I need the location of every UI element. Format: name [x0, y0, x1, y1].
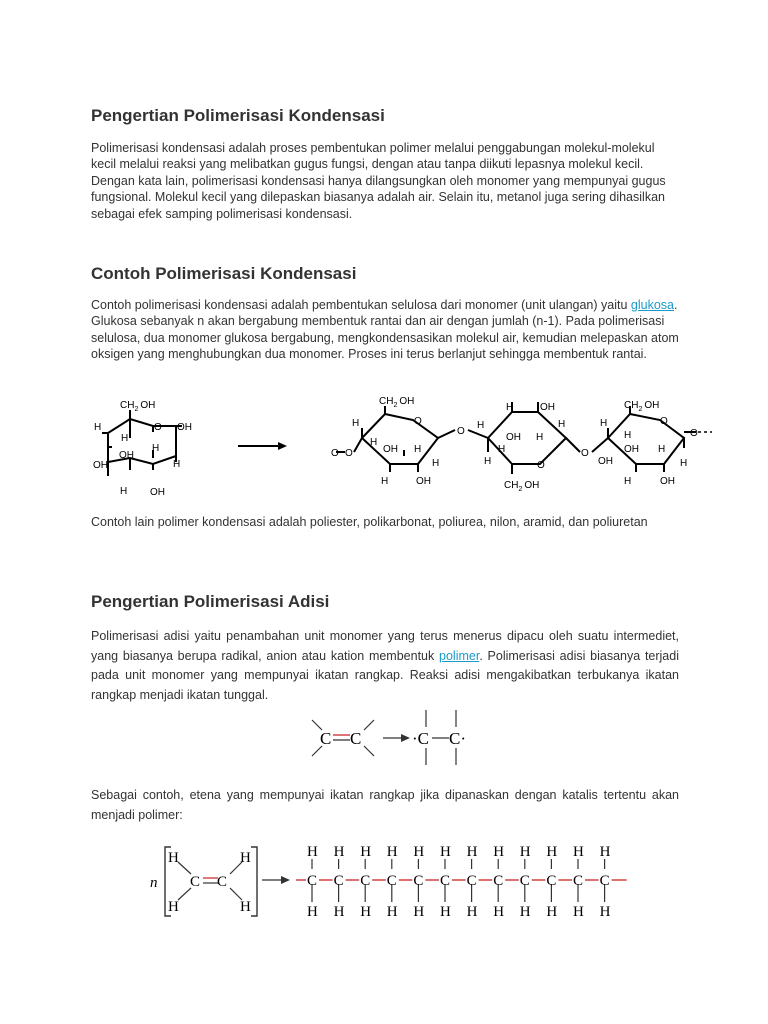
svg-text:OH: OH	[383, 444, 398, 455]
svg-text:H: H	[168, 899, 179, 915]
chain-hydrogen-bottom: H	[573, 904, 584, 920]
chain-hydrogen-top: H	[413, 844, 425, 860]
chain-hydrogen-top: H	[493, 844, 505, 860]
svg-text:CH2OH: $CH_2$ OH	[379, 396, 415, 409]
svg-text:H: H	[600, 418, 608, 429]
svg-text:H: H	[484, 456, 492, 467]
chain-hydrogen-top: H	[519, 844, 531, 860]
paragraph-adisi-text-1: Polimerisasi adisi yaitu penambahan unit monomer yang terus menerus dipacu oleh suatu intermediet, yang biasanya berupa radikal, anion atau kation membentuk	[91, 629, 679, 663]
svg-text:H: H	[370, 437, 378, 448]
svg-text:H: H	[173, 459, 181, 470]
chain-hydrogen-top: H	[386, 844, 398, 860]
svg-text:CH2OH: $CH_2$ OH	[504, 480, 540, 493]
svg-text:O: O	[690, 428, 698, 439]
svg-text:H: H	[477, 420, 485, 431]
paragraph-adisi-text-2: . Polimerisasi adisi biasanya terjadi pada unit monomer yang mempunyai ikatan rangkap. Reaksi adisi mengakibatkan terbukanya ikatan rangkap menjadi ikatan tunggal.	[91, 648, 679, 702]
chain-hydrogen-bottom: H	[493, 904, 505, 920]
svg-text:OH: OH	[93, 460, 108, 471]
svg-text:H: H	[168, 850, 179, 866]
chain-hydrogen-top: H	[573, 844, 584, 860]
svg-text:C: C	[190, 874, 201, 890]
svg-text:H: H	[624, 430, 632, 441]
svg-text:H: H	[498, 444, 506, 455]
chain-carbon: C	[333, 873, 344, 889]
link-polimer[interactable]: polimer	[439, 648, 480, 663]
svg-text:H: H	[352, 418, 360, 429]
paragraph-kondensasi: Polimerisasi kondensasi adalah proses pembentukan polimer melalui penggabungan molekul-molekul kecil melalui reaksi yang melibatkan gugus fungsi, dengan atau tanpa diikuti lepasnya molekul kecil. Dengan kata lain, polimerisasi kondensasi hanya dilangsungkan oleh monomer yang mempunyai gugus fungsional. Molekul kecil yang dilepaskan biasanya adalah air. Selain itu, metanol juga sering dihasilkan sebagai efek samping polimerisasi kondensasi.	[91, 141, 666, 221]
chain-hydrogen-top: H	[307, 844, 318, 860]
chain-carbon: C	[466, 873, 477, 889]
chain-hydrogen-bottom: H	[466, 904, 478, 920]
polyethene-chain	[296, 844, 627, 920]
svg-text:H: H	[432, 458, 440, 469]
svg-text:H: H	[240, 850, 251, 866]
paragraph-etena-example: Sebagai contoh, etena yang mempunyai ikatan rangkap jika dipanaskan dengan katalis tertentu akan menjadi polimer:	[91, 788, 679, 822]
svg-text:C·: C·	[449, 729, 466, 748]
chain-hydrogen-bottom: H	[546, 904, 558, 920]
svg-text:C: C	[350, 729, 362, 748]
svg-text:C: C	[217, 874, 228, 890]
svg-text:·C: ·C	[412, 729, 429, 748]
svg-text:H: H	[381, 476, 389, 487]
svg-text:C: C	[320, 729, 332, 748]
chain-hydrogen-bottom: H	[519, 904, 531, 920]
chain-hydrogen-bottom: H	[307, 904, 318, 920]
svg-text:H: H	[152, 443, 160, 454]
svg-text:OH: OH	[540, 402, 555, 413]
chain-hydrogen-bottom: H	[599, 904, 611, 920]
paragraph-contoh-text-1: Contoh polimerisasi kondensasi adalah pembentukan selulosa dari monomer (unit ulangan) yaitu	[91, 298, 631, 312]
chain-hydrogen-top: H	[466, 844, 478, 860]
chain-carbon: C	[307, 873, 318, 889]
chain-hydrogen-top: H	[546, 844, 558, 860]
svg-text:H: H	[536, 432, 544, 443]
svg-text:H: H	[624, 476, 632, 487]
svg-text:O: O	[537, 460, 545, 471]
chain-carbon: C	[599, 873, 610, 889]
svg-text:H: H	[414, 444, 422, 455]
chain-carbon: C	[413, 873, 424, 889]
svg-text:H: H	[680, 458, 688, 469]
svg-text:OH: OH	[119, 450, 134, 461]
chain-carbon: C	[386, 873, 397, 889]
svg-text:OH: OH	[177, 422, 192, 433]
svg-text:H: H	[121, 433, 129, 444]
chain-hydrogen-bottom: H	[413, 904, 425, 920]
svg-text:O: O	[331, 448, 339, 459]
chain-hydrogen-bottom: H	[360, 904, 372, 920]
svg-text:O: O	[154, 422, 162, 433]
svg-text:n: n	[150, 875, 158, 891]
chain-carbon: C	[519, 873, 530, 889]
heading-contoh: Contoh Polimerisasi Kondensasi	[91, 264, 357, 283]
chain-carbon: C	[360, 873, 371, 889]
svg-text:H: H	[558, 419, 566, 430]
svg-text:OH: OH	[624, 444, 639, 455]
svg-text:CH2OH: $CH_2$ OH	[120, 400, 156, 413]
chain-hydrogen-top: H	[440, 844, 451, 860]
svg-text:OH: OH	[506, 432, 521, 443]
svg-text:OH: OH	[150, 487, 165, 498]
svg-text:O: O	[457, 426, 465, 437]
svg-text:CH2OH: $CH_2$ OH	[624, 400, 660, 413]
chain-hydrogen-bottom: H	[440, 904, 451, 920]
svg-text:O: O	[581, 448, 589, 459]
chain-hydrogen-bottom: H	[333, 904, 345, 920]
paragraph-contoh-text-2: . Glukosa sebanyak n akan bergabung membentuk rantai dan air dengan jumlah (n-1). Pada polimerisasi selulosa, dua monomer glukosa bergabung, mengkondensasikan molekul air, kemudian melepaskan atom oksigen yang menghubungkan dua monomer. Proses ini terus berlanjut sehingga membentuk rantai.	[91, 298, 679, 362]
chain-hydrogen-bottom: H	[386, 904, 398, 920]
svg-text:OH: OH	[660, 476, 675, 487]
heading-kondensasi: Pengertian Polimerisasi Kondensasi	[91, 106, 385, 125]
svg-text:H: H	[506, 402, 514, 413]
svg-text:H: H	[658, 444, 666, 455]
svg-text:O: O	[660, 416, 668, 427]
chain-carbon: C	[546, 873, 557, 889]
svg-text:H: H	[120, 486, 128, 497]
paragraph-other-examples: Contoh lain polimer kondensasi adalah poliester, polikarbonat, poliurea, nilon, aramid, dan poliuretan	[91, 515, 648, 529]
svg-text:H: H	[240, 899, 251, 915]
heading-adisi: Pengertian Polimerisasi Adisi	[91, 592, 330, 611]
chain-hydrogen-top: H	[360, 844, 372, 860]
svg-text:OH: OH	[416, 476, 431, 487]
svg-text:O: O	[345, 448, 353, 459]
chain-carbon: C	[573, 873, 584, 889]
chain-carbon: C	[440, 873, 451, 889]
svg-text:O: O	[414, 416, 422, 427]
svg-text:H: H	[94, 422, 102, 433]
chain-carbon: C	[493, 873, 504, 889]
chain-hydrogen-top: H	[599, 844, 611, 860]
chain-hydrogen-top: H	[333, 844, 345, 860]
svg-text:OH: OH	[598, 456, 613, 467]
link-glukosa[interactable]: glukosa	[630, 298, 674, 312]
